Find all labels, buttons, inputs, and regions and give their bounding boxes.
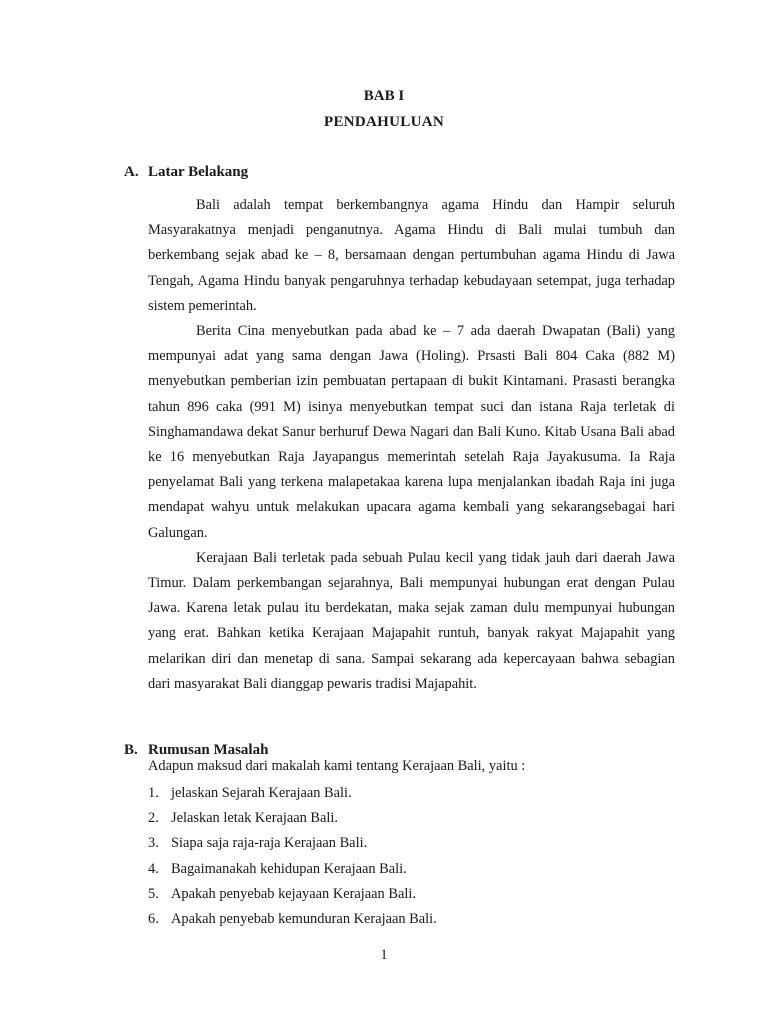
chapter-number: BAB I	[363, 88, 405, 104]
section-letter: A.	[124, 164, 139, 180]
section-title: Latar Belakang	[148, 164, 249, 180]
page-number: 1	[380, 947, 388, 963]
list-text: Apakah penyebab kejayaan Kerajaan Bali.	[171, 885, 416, 902]
list-number: 3.	[148, 835, 159, 852]
list-number: 5.	[148, 885, 159, 902]
list-text: Jelaskan letak Kerajaan Bali.	[171, 810, 339, 827]
list-number: 1.	[148, 785, 159, 801]
list-item	[148, 831, 437, 856]
list-number: 2.	[148, 810, 159, 827]
rumusan-intro: Adapun maksud dari makalah kami tentang Kerajaan Bali, yaitu :	[148, 758, 526, 774]
list-text: Apakah penyebab kemunduran Kerajaan Bali.	[171, 911, 437, 928]
paragraph: Berita Cina menyebutkan pada abad ke – 7 ada daerah Dwapatan (Bali) yang mempunyai adat yang sama dengan Jawa (Holing). Prsasti Bali 804 Caka (882 M) menyebutkan pemberian izin pembuatan pertapaan di bukit Kintamani. Prasasti berangka tahun 896 caka (991 M) isinya menyebutkan tempat suci dan istana Raja terletak di Singhamandawa dekat Sanur berhuruf Dewa Nagari dan Bali Kuno. Kitab Usana Bali abad ke 16 menyebutkan Raja Jayapangus memerintah setelah Raja Jayakusuma. Ia Raja penyelamat Bali yang terkena malapetakaa karena lupa menjalankan ibadah Raja ini juga mendapat wahyu untuk melakukan upacara agama kembali yang sekarangsebagai hari Galungan.	[148, 323, 675, 541]
chapter-title: PENDAHULUAN	[324, 114, 444, 130]
problem-list	[148, 781, 437, 932]
paragraph: Kerajaan Bali terletak pada sebuah Pulau kecil yang tidak jauh dari daerah Jawa Timur. Dalam perkembangan sejarahnya, Bali mempunyai hubungan erat dengan Pulau Jawa. Karena letak pulau itu berdekatan, maka sejak zaman dulu mempunyai hubungan yang erat. Bahkan ketika Kerajaan Majapahit runtuh, banyak rakyat Majapahit yang melarikan diri dan menetap di sana. Sampai sekarang ada kepercayaan bahwa sebagian dari masyarakat Bali dianggap pewaris tradisi Majapahit.	[148, 549, 675, 692]
list-number: 4.	[148, 860, 159, 877]
list-item	[148, 907, 437, 932]
list-item	[148, 781, 437, 806]
list-number: 6.	[148, 911, 159, 928]
latar-belakang-body	[148, 193, 675, 697]
list-item	[148, 806, 437, 831]
section-heading-latar-belakang	[124, 163, 248, 181]
list-text: Bagaimanakah kehidupan Kerajaan Bali.	[171, 860, 407, 877]
list-text: Siapa saja raja-raja Kerajaan Bali.	[171, 835, 368, 852]
list-text: jelaskan Sejarah Kerajaan Bali.	[171, 785, 352, 801]
list-item	[148, 857, 437, 882]
section-letter: B.	[124, 742, 138, 758]
section-title: Rumusan Masalah	[148, 742, 269, 758]
paragraph: Bali adalah tempat berkembangnya agama Hindu dan Hampir seluruh Masyarakatnya menjadi penganutnya. Agama Hindu di Bali mulai tumbuh dan berkembang sejak abad ke – 8, bersamaan dengan pertumbuhan agama Hindu di Jawa Tengah, Agama Hindu banyak pengaruhnya terhadap kebudayaan setempat, juga terhadap sistem pemerintah.	[148, 197, 675, 314]
list-item	[148, 882, 437, 907]
